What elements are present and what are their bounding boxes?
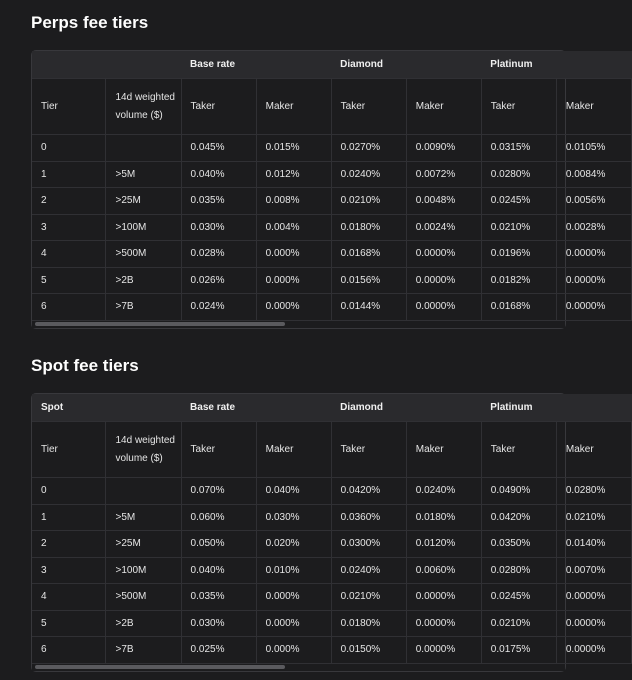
table-row [32, 557, 632, 584]
table-cell: 0.015% [256, 135, 331, 162]
table-cell: 0.000% [256, 294, 331, 321]
table-row [32, 478, 632, 505]
table-cell: >7B [106, 637, 181, 664]
table-cell: 0.030% [181, 610, 256, 637]
table-cell: 0.0000% [556, 241, 631, 268]
table-cell: 4 [32, 584, 106, 611]
table-row [32, 135, 632, 162]
table-cell: 0.0245% [481, 584, 556, 611]
perps-fee-table [31, 50, 606, 329]
table-cell: 0.0084% [556, 161, 631, 188]
spot-section-title: Spot fee tiers [31, 356, 139, 375]
table-cell: 2 [32, 188, 106, 215]
table-cell: 0.0210% [481, 214, 556, 241]
group-header-cell [406, 51, 481, 79]
table-cell: 0.0168% [331, 241, 406, 268]
group-header-cell [106, 51, 181, 79]
column-header-cell: Maker [406, 79, 481, 135]
column-header-cell: Taker [181, 422, 256, 478]
spot-fee-table [31, 393, 606, 672]
table-cell: 0.0070% [556, 557, 631, 584]
table-cell: 0.0156% [331, 267, 406, 294]
table-cell: >2B [106, 267, 181, 294]
table-cell: 0.0360% [331, 504, 406, 531]
column-header-cell: Tier [32, 422, 106, 478]
table-cell: 0.0000% [406, 294, 481, 321]
column-header-cell: Taker [331, 79, 406, 135]
table-cell: 0.030% [256, 504, 331, 531]
table-cell: 0.000% [256, 637, 331, 664]
table-cell: 0.000% [256, 241, 331, 268]
table-cell: 0.0240% [331, 161, 406, 188]
table-cell: 0.0000% [406, 241, 481, 268]
table-cell: 0.0280% [481, 161, 556, 188]
table-cell: 0.0140% [556, 531, 631, 558]
table-cell: 0.0175% [481, 637, 556, 664]
table-cell: 0.040% [256, 478, 331, 505]
table-row [32, 531, 632, 558]
table-cell: >500M [106, 241, 181, 268]
table-cell: 0.0210% [481, 610, 556, 637]
table-cell: 0.0180% [331, 214, 406, 241]
table-cell: 0.0024% [406, 214, 481, 241]
table-cell: 0.0048% [406, 188, 481, 215]
group-header-cell: Base rate [181, 394, 256, 422]
table-cell: 0.0180% [331, 610, 406, 637]
column-header-cell: Maker [556, 79, 631, 135]
table-cell: 0.0420% [481, 504, 556, 531]
table-cell: 6 [32, 637, 106, 664]
group-header-cell [106, 394, 181, 422]
table-cell: 0.0240% [406, 478, 481, 505]
table-cell: 0.0280% [481, 557, 556, 584]
table-cell: 0.070% [181, 478, 256, 505]
table-cell: 0.0056% [556, 188, 631, 215]
table-cell: 0.028% [181, 241, 256, 268]
table-cell: 0.0000% [556, 294, 631, 321]
table-cell: 0.0000% [406, 637, 481, 664]
table-cell: 6 [32, 294, 106, 321]
table-cell: 0.0210% [331, 584, 406, 611]
table-cell: 5 [32, 610, 106, 637]
table-cell: >5M [106, 161, 181, 188]
table-cell: 0.0000% [406, 584, 481, 611]
group-header-cell: Spot [32, 394, 106, 422]
table-cell: 3 [32, 557, 106, 584]
table-cell: 0.0245% [481, 188, 556, 215]
table-row [32, 267, 632, 294]
table-cell: >100M [106, 214, 181, 241]
table-cell [106, 478, 181, 505]
table-cell: 0.0182% [481, 267, 556, 294]
group-header-cell [556, 394, 631, 422]
table-row [32, 214, 632, 241]
perps-group-header-row [32, 51, 632, 79]
table-cell: 0 [32, 478, 106, 505]
table-cell: 0.0210% [331, 188, 406, 215]
column-header-cell: 14d weighted volume ($) [106, 79, 181, 135]
group-header-cell: Base rate [181, 51, 256, 79]
table-row [32, 637, 632, 664]
table-cell: >25M [106, 188, 181, 215]
perps-horizontal-scrollbar[interactable] [32, 321, 565, 328]
table-cell: 0.0210% [556, 504, 631, 531]
column-header-cell: Maker [556, 422, 631, 478]
column-header-cell: Maker [256, 79, 331, 135]
perps-section-title: Perps fee tiers [31, 13, 149, 32]
table-cell: 0.010% [256, 557, 331, 584]
table-cell: 0.025% [181, 637, 256, 664]
table-row [32, 610, 632, 637]
table-cell: 0.0315% [481, 135, 556, 162]
table-cell: 0.020% [256, 531, 331, 558]
table-cell: 1 [32, 504, 106, 531]
table-row [32, 241, 632, 268]
table-cell: 0.045% [181, 135, 256, 162]
table-cell: 0.0000% [406, 610, 481, 637]
table-cell: 0.0090% [406, 135, 481, 162]
table-cell: 0.0180% [406, 504, 481, 531]
table-cell: 0.000% [256, 584, 331, 611]
table-cell: 0.024% [181, 294, 256, 321]
table-cell: 4 [32, 241, 106, 268]
table-cell: 0.0150% [331, 637, 406, 664]
table-cell: 0.0072% [406, 161, 481, 188]
group-header-cell [256, 51, 331, 79]
table-cell: 0.0196% [481, 241, 556, 268]
table-row [32, 294, 632, 321]
table-cell: 0.035% [181, 584, 256, 611]
table-cell: 0.0105% [556, 135, 631, 162]
table-cell: 1 [32, 161, 106, 188]
table-row [32, 504, 632, 531]
table-cell: >7B [106, 294, 181, 321]
table-cell: 0.040% [181, 161, 256, 188]
column-header-cell: Maker [256, 422, 331, 478]
table-cell: 3 [32, 214, 106, 241]
spot-table-scroll-area[interactable] [32, 394, 606, 664]
table-cell: 0.012% [256, 161, 331, 188]
table-cell: 0.0000% [556, 637, 631, 664]
table-cell: 0.0350% [481, 531, 556, 558]
table-cell: 0.026% [181, 267, 256, 294]
spot-group-header-row [32, 394, 632, 422]
table-cell: 0.004% [256, 214, 331, 241]
table-row [32, 188, 632, 215]
column-header-cell: Taker [481, 422, 556, 478]
table-cell: 0.0490% [481, 478, 556, 505]
table-cell: 0.0144% [331, 294, 406, 321]
table-cell: >5M [106, 504, 181, 531]
spot-scrollbar-thumb[interactable] [35, 665, 285, 669]
table-cell: 0.000% [256, 610, 331, 637]
table-cell: 0.060% [181, 504, 256, 531]
group-header-cell: Platinum [481, 51, 556, 79]
table-cell: 0.008% [256, 188, 331, 215]
column-header-cell: Taker [481, 79, 556, 135]
table-cell: 0.000% [256, 267, 331, 294]
spot-column-header-row [32, 422, 632, 478]
perps-table-scroll-area[interactable] [32, 51, 606, 321]
table-cell: 0.050% [181, 531, 256, 558]
group-header-cell [406, 394, 481, 422]
table-cell: 0.0028% [556, 214, 631, 241]
table-cell: 0.040% [181, 557, 256, 584]
table-cell: >500M [106, 584, 181, 611]
perps-scrollbar-thumb[interactable] [35, 322, 285, 326]
table-cell: 0.0000% [556, 610, 631, 637]
table-cell [106, 135, 181, 162]
group-header-cell [556, 51, 631, 79]
column-header-cell: Taker [181, 79, 256, 135]
table-cell: >2B [106, 610, 181, 637]
table-cell: >25M [106, 531, 181, 558]
table-cell: 0.0060% [406, 557, 481, 584]
column-header-cell: Taker [331, 422, 406, 478]
table-cell: 0.0120% [406, 531, 481, 558]
table-cell: 0.0168% [481, 294, 556, 321]
table-cell: 2 [32, 531, 106, 558]
group-header-cell: Diamond [331, 51, 406, 79]
spot-horizontal-scrollbar[interactable] [32, 664, 565, 671]
table-row [32, 584, 632, 611]
group-header-cell: Diamond [331, 394, 406, 422]
table-cell: 0.0270% [331, 135, 406, 162]
table-cell: 0.0000% [406, 267, 481, 294]
column-header-cell: Maker [406, 422, 481, 478]
group-header-cell [32, 51, 106, 79]
table-cell: 0.0420% [331, 478, 406, 505]
column-header-cell: Tier [32, 79, 106, 135]
perps-column-header-row [32, 79, 632, 135]
table-cell: 0.0280% [556, 478, 631, 505]
table-cell: 0.035% [181, 188, 256, 215]
table-cell: 0.0000% [556, 267, 631, 294]
group-header-cell: Platinum [481, 394, 556, 422]
table-row [32, 161, 632, 188]
column-header-cell: 14d weighted volume ($) [106, 422, 181, 478]
group-header-cell [256, 394, 331, 422]
table-cell: 0.0240% [331, 557, 406, 584]
table-cell: 0.030% [181, 214, 256, 241]
table-cell: 5 [32, 267, 106, 294]
table-cell: 0.0300% [331, 531, 406, 558]
table-cell: 0 [32, 135, 106, 162]
table-cell: 0.0000% [556, 584, 631, 611]
table-cell: >100M [106, 557, 181, 584]
